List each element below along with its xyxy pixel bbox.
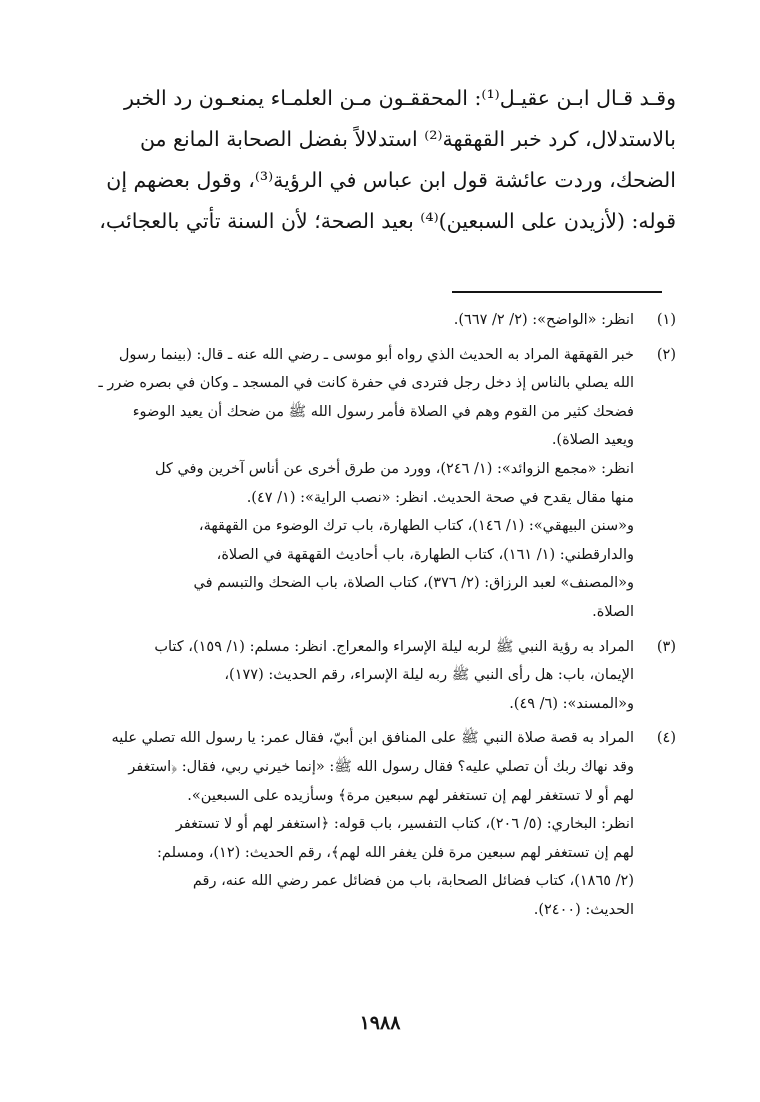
footnote-body bbox=[96, 306, 634, 335]
footnote-line: الحديث: (٢٤٠٠). bbox=[533, 901, 634, 918]
footnote-line: انظر: البخاري: (٥/ ٢٠٦)، كتاب التفسير، باب قوله: ﴿استغفر لهم أو لا تستغفر bbox=[175, 816, 634, 833]
footnote-number: (٣) bbox=[656, 638, 676, 655]
footnote-separator bbox=[452, 291, 662, 293]
footnote-line: وقد نهاك ربك أن تصلي عليه؟ فقال رسول الله ﷺ: «إنما خيرني ربي، فقال: ﴿استغفر bbox=[128, 758, 634, 775]
footnote-line: منها مقال يقدح في صحة الحديث. انظر: «نصب الراية»: (١/ ٤٧). bbox=[246, 489, 634, 506]
footnote-number: (٢) bbox=[656, 346, 676, 363]
main-text-line: بالاستدلال، كرد خبر القهقهة⁽²⁾ استدلالاً بفضل الصحابة المانع من bbox=[139, 127, 676, 151]
footnote-line: الإيمان، باب: هل رأى النبي ﷺ ربه ليلة الإسراء، رقم الحديث: (١٧٧)، bbox=[224, 667, 634, 684]
footnote-line: انظر: «مجمع الزوائد»: (١/ ٢٤٦)، وورد من طرق أخرى عن أناس آخرين وفي كل bbox=[154, 460, 634, 477]
footnote-line: لهم إن تستغفر لهم سبعين مرة فلن يغفر الله لهم﴾، رقم الحديث: (١٢)، ومسلم: bbox=[157, 844, 634, 861]
footnote-1 bbox=[96, 306, 676, 335]
footnote-3 bbox=[96, 633, 676, 719]
footnote-line: المراد به رؤية النبي ﷺ لربه ليلة الإسراء والمعراج. انظر: مسلم: (١/ ١٥٩)، كتاب bbox=[154, 638, 634, 655]
footnote-line: و«المصنف» لعبد الرزاق: (٢/ ٣٧٦)، كتاب الصلاة، باب الضحك والتبسم في bbox=[193, 575, 634, 592]
footnote-line: خبر القهقهة المراد به الحديث الذي رواه أبو موسى ـ رضي الله عنه ـ قال: (بينما رسول bbox=[118, 346, 634, 363]
footnote-body bbox=[96, 724, 634, 924]
footnote-line: الله يصلي بالناس إذ دخل رجل فتردى في حفرة كانت في المسجد ـ وكان في بصره ضرر ـ bbox=[98, 375, 634, 392]
footnote-line: الصلاة. bbox=[592, 603, 634, 620]
main-text bbox=[96, 78, 676, 242]
footnote-body bbox=[96, 633, 634, 719]
footnote-line: و«المسند»: (٦/ ٤٩). bbox=[509, 695, 634, 712]
footnote-line: (٢/ ١٨٦٥)، كتاب فضائل الصحابة، باب من فضائل عمر رضي الله عنه، رقم bbox=[192, 873, 634, 890]
footnote-number: (٤) bbox=[656, 730, 676, 747]
main-text-line: وقـد قـال ابـن عقيـل⁽¹⁾: المحققـون مـن العلمـاء يمنعـون رد الخبر bbox=[124, 86, 676, 110]
footnote-4 bbox=[96, 724, 676, 924]
footnote-line: لهم أو لا تستغفر لهم إن تستغفر لهم سبعين مرة﴾ وسأزيده على السبعين». bbox=[187, 787, 634, 804]
main-text-line: الضحك، وردت عائشة قول ابن عباس في الرؤية⁽³⁾، وقول بعضهم إن bbox=[106, 168, 676, 192]
footnote-line: فضحك كثير من القوم وهم في الصلاة فأمر رسول الله ﷺ من ضحك أن يعيد الوضوء bbox=[132, 403, 634, 420]
footnote-line: و«سنن البيهقي»: (١/ ١٤٦)، كتاب الطهارة، باب ترك الوضوء من القهقهة، bbox=[198, 518, 634, 535]
footnote-line: والدارقطني: (١/ ١٦١)، كتاب الطهارة، باب أحاديث القهقهة في الصلاة، bbox=[216, 546, 634, 563]
footnote-line: المراد به قصة صلاة النبي ﷺ على المنافق ابن أبيّ، فقال عمر: يا رسول الله تصلي عليه bbox=[111, 730, 634, 747]
main-text-line: قوله: (لأزيدن على السبعين)⁽⁴⁾ بعيد الصحة؛ لأن السنة تأتي بالعجائب، bbox=[99, 209, 676, 233]
footnote-body bbox=[96, 341, 634, 627]
page-number: ١٩٨٨ bbox=[359, 1012, 401, 1034]
footnote-number: (١) bbox=[656, 312, 676, 328]
footnote-line: انظر: «الواضح»: (٢/ ٢/ ٦٦٧). bbox=[453, 312, 634, 328]
footnote-line: ويعيد الصلاة). bbox=[551, 432, 634, 449]
footnote-2 bbox=[96, 341, 676, 627]
footnotes bbox=[96, 306, 676, 930]
